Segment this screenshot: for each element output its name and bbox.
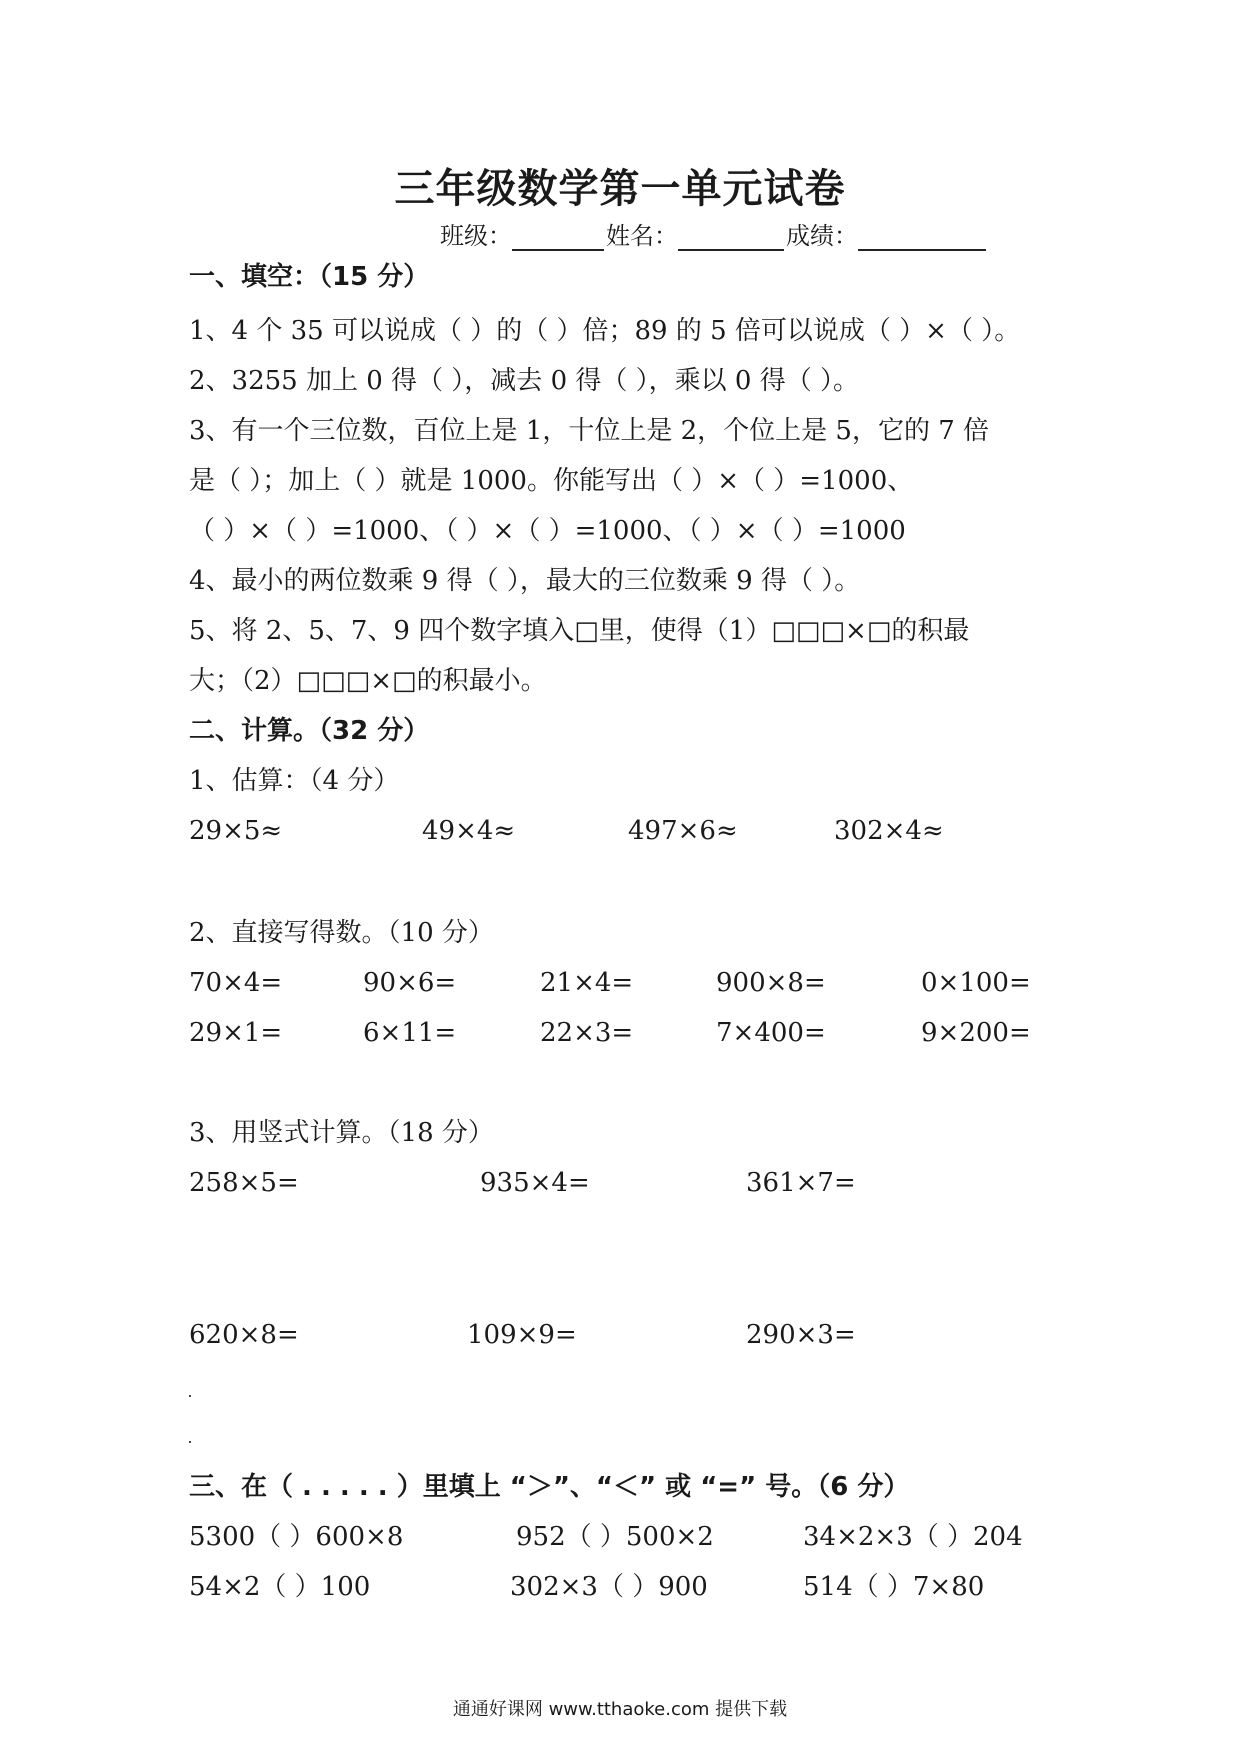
- vertical-calc-item: 290×3=: [746, 1320, 856, 1350]
- mental-math-item: 90×6=: [363, 968, 457, 998]
- name-blank[interactable]: [678, 227, 784, 251]
- compare-item: 952（ ）500×2: [516, 1522, 714, 1552]
- compare-item: 5300（ ）600×8: [189, 1522, 404, 1552]
- page-title: 三年级数学第一单元试卷: [394, 166, 846, 212]
- class-blank[interactable]: [512, 227, 604, 251]
- estimate-item: 29×5≈: [189, 816, 283, 846]
- mental-math-item: 900×8=: [716, 968, 826, 998]
- name-label: 姓名：: [606, 222, 678, 250]
- section3-heading: 三、在（ . . . . . ）里填上 “＞”、“＜” 或 “=” 号。（6 分）: [189, 1472, 910, 1502]
- estimate-item: 49×4≈: [422, 816, 516, 846]
- question-line: 大；（2）□□□×□的积最小。: [189, 666, 547, 696]
- mental-math-item: 6×11=: [363, 1018, 457, 1048]
- mental-math-label: 2、直接写得数。（10 分）: [189, 918, 494, 948]
- estimate-item: 302×4≈: [834, 816, 944, 846]
- mental-math-item: 21×4=: [540, 968, 634, 998]
- student-info-row: [440, 216, 988, 251]
- compare-item: 34×2×3（ ）204: [803, 1522, 1023, 1552]
- score-label: 成绩：: [786, 222, 858, 250]
- vertical-calc-item: 620×8=: [189, 1320, 299, 1350]
- mental-math-item: 29×1=: [189, 1018, 283, 1048]
- mental-math-item: 0×100=: [921, 968, 1031, 998]
- vertical-calc-item: 258×5=: [189, 1168, 299, 1198]
- question-line: （ ）×（ ）=1000、（ ）×（ ）=1000、（ ）×（ ）=1000: [189, 516, 906, 546]
- mental-math-item: 9×200=: [921, 1018, 1031, 1048]
- question-line: 4、最小的两位数乘 9 得（ ），最大的三位数乘 9 得（ ）。: [189, 566, 861, 596]
- estimate-label: 1、估算：（4 分）: [189, 766, 400, 796]
- scan-speck: [189, 1441, 191, 1443]
- vertical-calc-item: 109×9=: [467, 1320, 577, 1350]
- estimate-item: 497×6≈: [628, 816, 738, 846]
- compare-item: 54×2（ ）100: [189, 1572, 371, 1602]
- mental-math-item: 70×4=: [189, 968, 283, 998]
- compare-item: 302×3（ ）900: [510, 1572, 708, 1602]
- footer-credit: 通通好课网 www.tthaoke.com 提供下载: [452, 1699, 788, 1720]
- question-line: 2、3255 加上 0 得（ ），减去 0 得（ ），乘以 0 得（ ）。: [189, 366, 859, 396]
- section2-heading: 二、计算。（32 分）: [189, 716, 430, 746]
- question-line: 是（ ）；加上（ ）就是 1000。你能写出（ ）×（ ）=1000、: [189, 466, 914, 496]
- question-line: 1、4 个 35 可以说成（ ）的（ ）倍；89 的 5 倍可以说成（ ）×（ ）。: [189, 316, 1021, 346]
- question-line: 3、有一个三位数，百位上是 1，十位上是 2，个位上是 5，它的 7 倍: [189, 416, 990, 446]
- compare-item: 514（ ）7×80: [803, 1572, 985, 1602]
- vertical-calc-item: 935×4=: [480, 1168, 590, 1198]
- score-blank[interactable]: [858, 227, 986, 251]
- class-label: 班级：: [440, 222, 512, 250]
- scan-speck: [189, 1395, 191, 1397]
- mental-math-item: 7×400=: [716, 1018, 826, 1048]
- mental-math-item: 22×3=: [540, 1018, 634, 1048]
- section1-heading: 一、填空：（15 分）: [189, 262, 430, 292]
- question-line: 5、将 2、5、7、9 四个数字填入□里，使得（1）□□□×□的积最: [189, 616, 970, 646]
- vertical-calc-item: 361×7=: [746, 1168, 856, 1198]
- vertical-calc-label: 3、用竖式计算。（18 分）: [189, 1118, 494, 1148]
